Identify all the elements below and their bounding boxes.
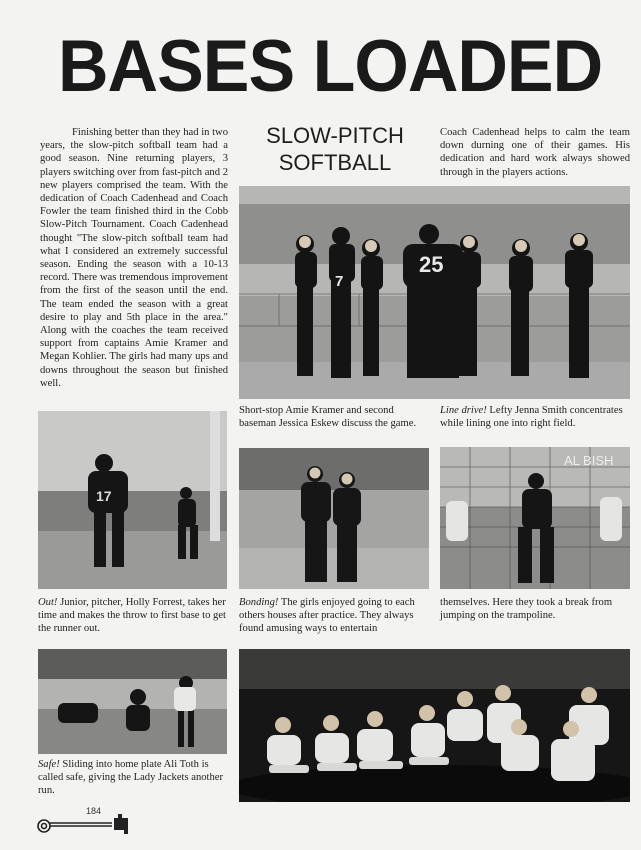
huddle-jersey-7: 7 (335, 273, 344, 290)
bonding-caption-continued: themselves. Here they took a break from jumping on the trampoline. (440, 597, 613, 622)
coach-caption: Coach Cadenhead helps to calm the team down durning one of their games. His dedication and hard work always showed through in the players actions. (440, 127, 630, 178)
pitcher-caption (38, 596, 228, 636)
section-title (240, 122, 430, 176)
group-trampoline-photo (239, 649, 630, 802)
safe-caption (38, 758, 228, 798)
safe-lead: Safe! (38, 759, 60, 770)
line-drive-lead: Line drive! (440, 405, 487, 416)
page-number: 184 (86, 806, 102, 816)
line-drive-caption (440, 404, 630, 430)
line-drive-text: Lefty Jenna Smith concentrates while lining one into right field. (440, 405, 623, 430)
bonding-photo (239, 448, 429, 589)
section-title-line1: SLOW-PITCH (266, 123, 404, 148)
sliding-photo (38, 649, 227, 754)
section-title-line2: SOFTBALL (278, 150, 392, 175)
pitcher-photo (38, 411, 227, 589)
safe-text: Sliding into home plate Ali Toth is called safe, giving the Lady Jackets another run. (38, 759, 224, 797)
bonding-lead: Bonding! (239, 597, 279, 608)
out-lead: Out! (38, 597, 58, 608)
team-huddle-photo (239, 186, 630, 399)
batting-photo (440, 447, 630, 589)
article-body: Finishing better than they had in two years, the slow-pitch softball team had a good season. Nine returning players, 3 players switching over from fast-pitch and 2 new players comprised the team. With the dedication of Coach Cadenhead and Coach Fowler the team finished third in the Cobb Slow-Pitch Tournament. Coach Cadenhead thought "The slow-pitch softball team had what I considered an extremely successful season. Ending the season with a 10-13 record. There was tremendous improvement from the first of the season until the end. The team ended the season with a great desire to play and 5th place in the area." Along with the coaches the team received support from captains Amie Kramer and Megan Kohlier. The girls had many ups and downs throughout the season but finished well. (40, 127, 228, 389)
bonding-caption (239, 596, 431, 636)
huddle-jersey-25: 25 (419, 252, 444, 277)
shortstop-caption: Short-stop Amie Kramer and second baseman Jessica Eskew discuss the game. (239, 405, 417, 430)
headline: BASES LOADED (58, 25, 603, 107)
out-text: Junior, pitcher, Holly Forrest, takes her time and makes the throw to first base to get the runner out. (38, 597, 226, 635)
pitcher-jersey-17: 17 (96, 488, 112, 504)
bonding-text: The girls enjoyed going to each others houses after practice. They always found amusing ways to entertain (239, 597, 415, 635)
field-sign: AL BISH (564, 453, 614, 468)
